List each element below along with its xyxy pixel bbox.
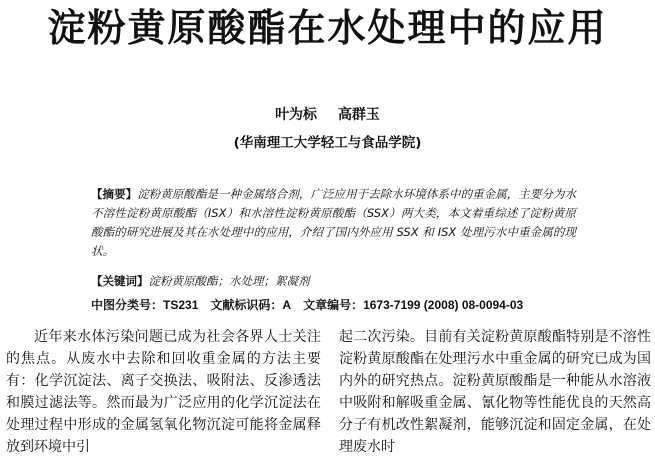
keywords [91, 272, 576, 291]
keywords-text: 淀粉黄原酸酯；水处理；絮凝剂 [148, 274, 310, 288]
article-title: 淀粉黄原酸酯在水处理中的应用 [47, 6, 608, 50]
clc-number: TS231 [163, 298, 199, 312]
author-list [0, 106, 655, 124]
doc-code-label: 文献标识码： [210, 298, 283, 312]
article-number-label: 文章编号： [303, 298, 364, 312]
abstract [91, 185, 576, 261]
abstract-text: 淀粉黄原酸酯是一种金属络合剂，广泛应用于去除水环境体系中的重金属，主要分为水不溶性淀粉黄原酸酯（ISX）和水溶性淀粉黄原酸酯（SSX）两大类，本文着重综述了淀粉黄原酸酯的研究进展及其在水处理中的应用，介绍了国内外应用 SSX 和 ISX 处理污水中重金属的现状。 [91, 187, 577, 258]
body-column-left [6, 326, 321, 458]
clc-label: 中图分类号： [91, 298, 164, 312]
abstract-label: 【摘要】 [91, 187, 138, 201]
body-paragraph: 起二次污染。目前有关淀粉黄原酸酯特别是不溶性淀粉黄原酸酯在处理污水中重金属的研究已成为国内外的研究热点。淀粉黄原酸酯是一种能从水溶液中吸附和解吸重金属、氰化物等性能优良的天然高分子有机改性絮凝剂，能够沉淀和固定金属，在处理废水时 [339, 329, 651, 455]
affiliation: (华南理工大学轻工与食品学院) [233, 135, 422, 151]
body-column-right [339, 326, 651, 458]
classification-line [91, 296, 611, 314]
author-name: 高群玉 [337, 107, 380, 123]
doc-code: A [282, 298, 292, 312]
keywords-label: 【关键词】 [91, 274, 149, 288]
author-name: 叶为标 [275, 107, 318, 123]
article-number: 1673-7199 (2008) 08-0094-03 [363, 298, 524, 312]
body-paragraph: 近年来水体污染问题已成为社会各界人士关注的焦点。从废水中去除和回收重金属的方法主要有：化学沉淀法、离子交换法、吸附法、反渗透法和膜过滤法等。然而最为广泛应用的化学沉淀法在处理过程中形成的金属氢氧化物沉淀可能将金属释放到环境中引 [6, 329, 321, 455]
